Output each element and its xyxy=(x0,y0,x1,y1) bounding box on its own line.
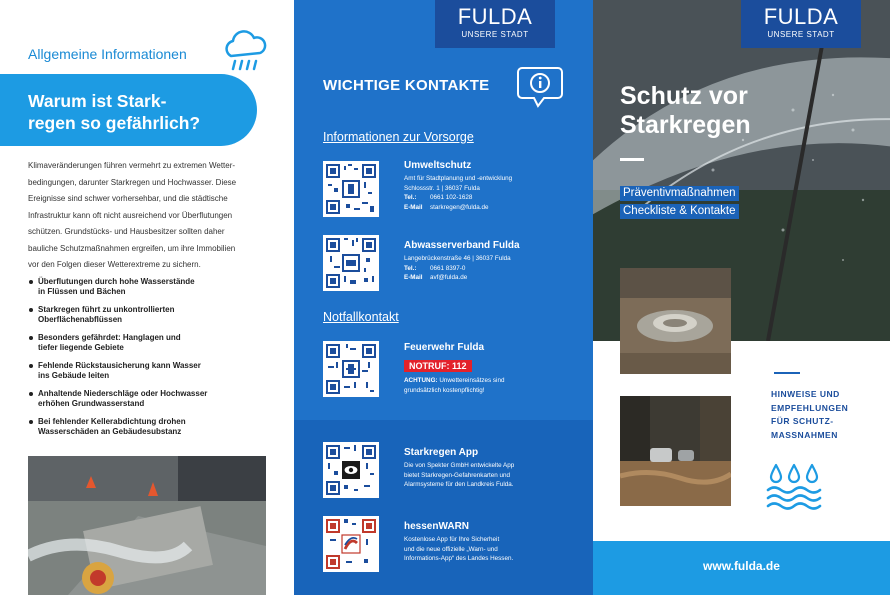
list-item: Anhaltende Niederschläge oder Hochwasser erhöhen Grundwasserstand xyxy=(28,389,273,409)
qr-code-starkregen-app[interactable] xyxy=(323,442,379,498)
contact-feuerwehr: Feuerwehr Fulda NOTRUF: 112 ACHTUNG: Unwettereinsätzes sind grundsätzlich kostenpflichtig! xyxy=(404,342,505,394)
section-heading: Warum ist Stark- regen so gefährlich? xyxy=(28,91,201,133)
panel-cover xyxy=(593,0,890,595)
qr-code-feuerwehr[interactable] xyxy=(323,341,379,397)
phone-link[interactable]: 0661 102-1628 xyxy=(430,194,473,201)
hints-divider xyxy=(774,372,800,374)
contact-umweltschutz: Umweltschutz Amt für Stadtplanung und -entwicklung Schlossstr. 1 | 36037 Fulda Tel.: 0661 102-1628 E-Mail starkregen@fulda.de xyxy=(404,160,513,211)
qr-code-icon xyxy=(326,238,376,288)
tag-checkliste: Checkliste & Kontakte xyxy=(620,204,739,219)
heading-pill xyxy=(0,74,257,146)
flooded-street-photo xyxy=(620,396,731,506)
body-text: Klimaveränderungen führen vermehrt zu extremen Wetter- bedingungen, darunter Starkregen und Hochwasser. Diese Ereignisse sind schwer vorhersehbar, und die städtische Infrastruktur kann oft nicht ausreichend vor Überflutungen schützen. Grundstücks- und Hausbesitzer sollten daher bauliche Schutzmaßnahmen ergreifen, um ihre Immobilien vor den Folgen dieser Wetterextreme zu sichern. xyxy=(28,161,237,269)
fulda-logo: FULDA UNSERE STADT xyxy=(435,0,555,48)
contact-starkregen-app: Starkregen App Die von Spekter GmbH entwickelte App bietet Starkregen-Gefahrenkarten und Alarmsysteme für den Landkreis Fulda. xyxy=(404,447,515,488)
flood-pump-photo xyxy=(28,456,266,595)
section-vorsorge[interactable]: Informationen zur Vorsorge xyxy=(323,130,474,144)
list-item: Starkregen führt zu unkontrollierten Oberflächenabflüssen xyxy=(28,305,273,325)
emergency-number-badge[interactable]: NOTRUF: 112 xyxy=(404,360,472,372)
email-link[interactable]: avf@fulda.de xyxy=(430,274,468,281)
list-item: Bei fehlender Kellerabdichtung drohen Wasserschäden an Gebäudesubstanz xyxy=(28,417,273,437)
list-item: Besonders gefährdet: Hanglagen und tiefer liegende Gebiete xyxy=(28,333,273,353)
qr-code-icon xyxy=(326,445,376,495)
contacts-title: WICHTIGE KONTAKTE xyxy=(323,77,490,94)
title-divider xyxy=(620,158,644,161)
contact-hessenwarn: hessenWARN Kostenlose App für Ihre Sicherheit und die neue offizielle „Warn- und Informations-App“ des Landes Hessen. xyxy=(404,521,514,562)
info-bubble-icon xyxy=(516,64,564,110)
website-footer xyxy=(593,541,890,595)
list-item: Fehlende Rückstausicherung kann Wasser ins Gebäude leiten xyxy=(28,361,273,381)
qr-code-hessenwarn[interactable] xyxy=(323,516,379,572)
panel-general-info xyxy=(0,0,294,595)
list-item: Überflutungen durch hohe Wasserstände in Flüssen und Bächen xyxy=(28,277,273,297)
rain-cloud-icon xyxy=(222,26,268,76)
water-drops-icon xyxy=(766,462,822,510)
contact-abwasserverband: Abwasserverband Fulda Langebrückenstraße 46 | 36037 Fulda Tel.: 0661 8397-0 E-Mail avf@fulda.de xyxy=(404,240,520,281)
qr-code-icon xyxy=(326,519,376,569)
qr-code-icon xyxy=(326,344,376,394)
risk-list xyxy=(28,277,273,445)
section-notfall[interactable]: Notfallkontakt xyxy=(323,310,399,324)
qr-code-umweltschutz[interactable] xyxy=(323,161,379,217)
drain-overflow-photo xyxy=(620,268,731,374)
qr-code-abwasser[interactable] xyxy=(323,235,379,291)
phone-link[interactable]: 0661 8397-0 xyxy=(430,264,466,272)
fulda-logo: FULDA UNSERE STADT xyxy=(741,0,861,48)
email-link[interactable]: starkregen@fulda.de xyxy=(430,203,489,211)
hints-heading: HINWEISE UND EMPFEHLUNGEN FÜR SCHUTZ- MASSNAHMEN xyxy=(771,389,849,440)
tag-praevention: Präventivmaßnahmen xyxy=(620,186,739,201)
website-link[interactable]: www.fulda.de xyxy=(703,559,780,573)
panel-contacts xyxy=(294,0,593,595)
eyebrow-label: Allgemeine Informationen xyxy=(28,46,187,62)
qr-code-icon xyxy=(326,164,376,214)
cover-title: Schutz vor Starkregen xyxy=(620,82,751,139)
